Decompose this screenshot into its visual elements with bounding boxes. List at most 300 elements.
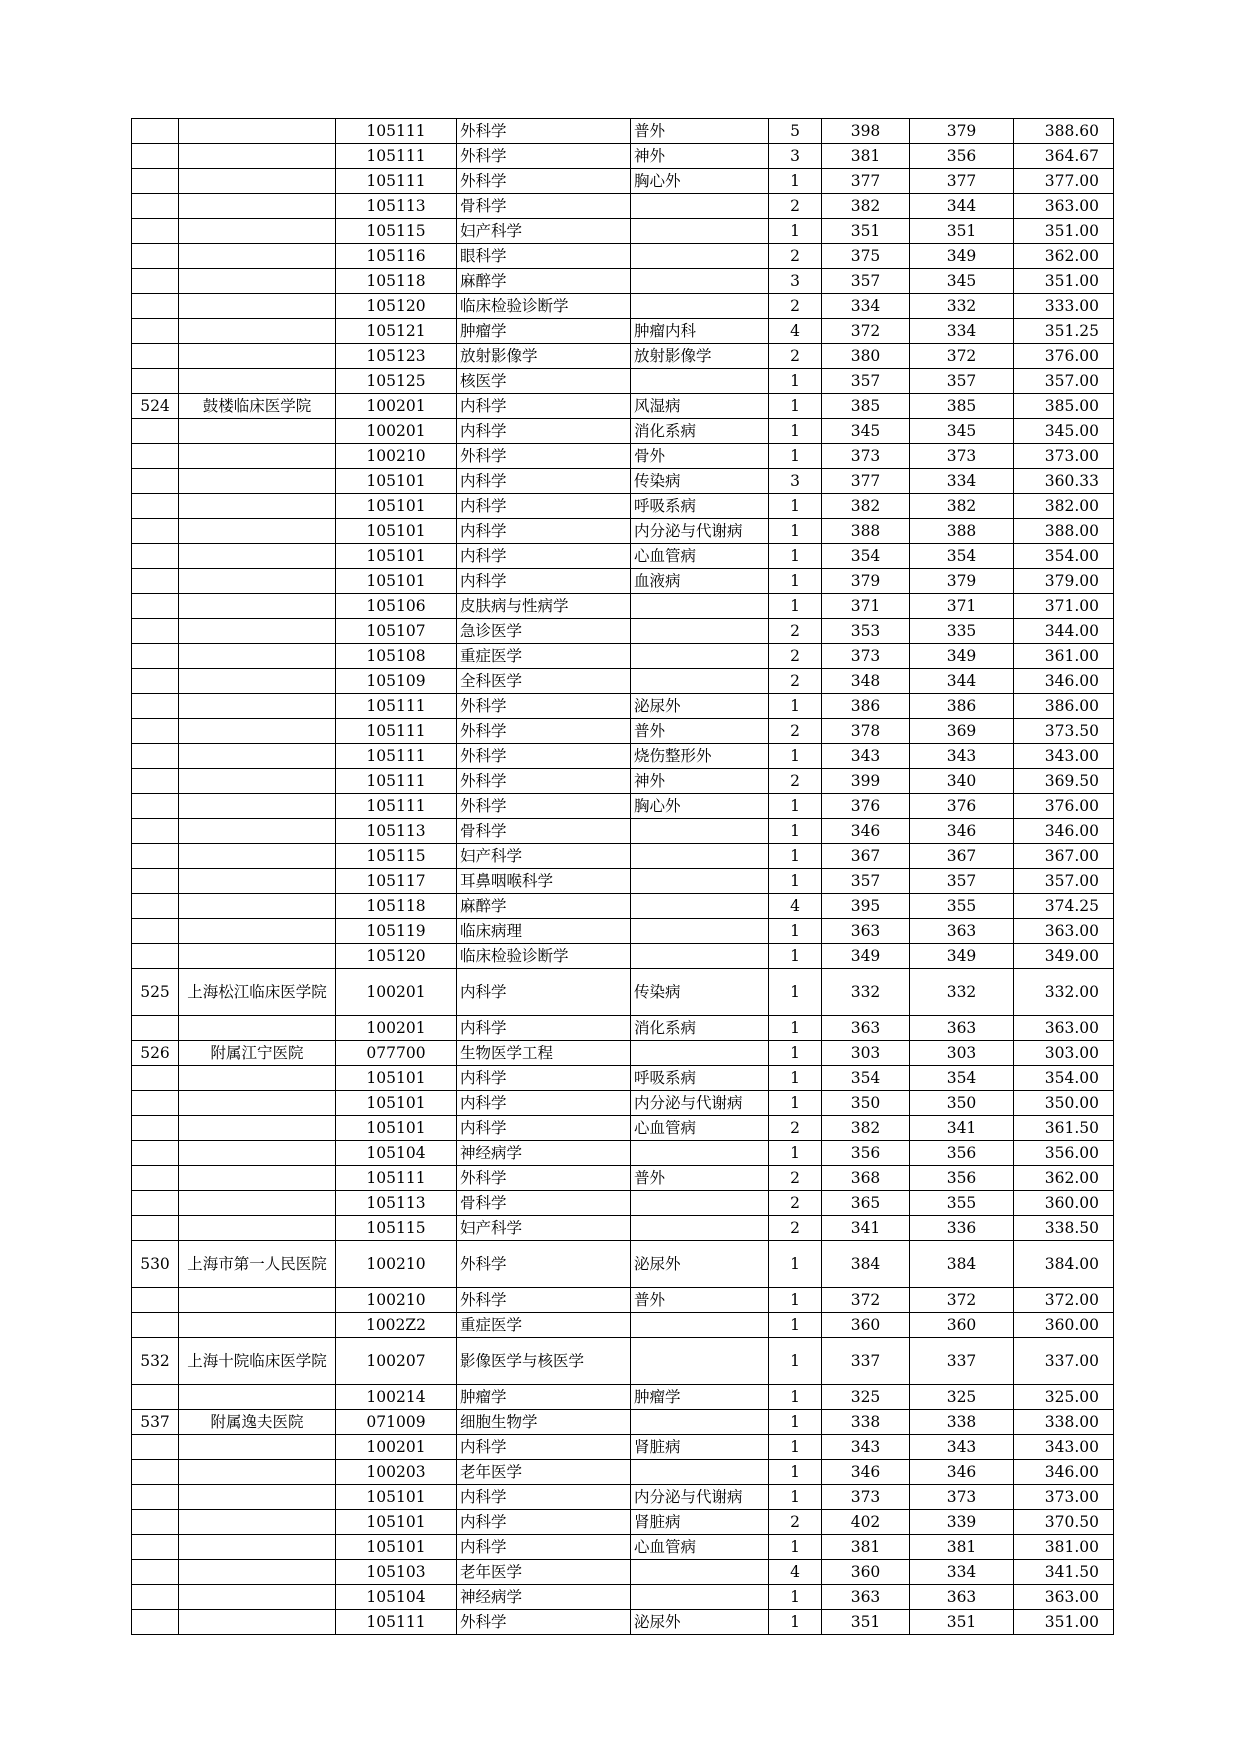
direction-cell: 泌尿外 xyxy=(631,694,769,719)
min-score-cell: 355 xyxy=(910,1191,1014,1216)
max-score-cell: 377 xyxy=(822,169,910,194)
count-cell: 1 xyxy=(769,694,822,719)
major-name-cell: 影像医学与核医学 xyxy=(457,1338,631,1385)
avg-score-cell: 338.50 xyxy=(1014,1216,1114,1241)
unit-name-cell xyxy=(179,119,336,144)
count-cell: 1 xyxy=(769,369,822,394)
avg-score-cell: 351.25 xyxy=(1014,319,1114,344)
major-code-cell: 105107 xyxy=(336,619,457,644)
unit-name-cell xyxy=(179,1141,336,1166)
max-score-cell: 345 xyxy=(822,419,910,444)
direction-cell xyxy=(631,869,769,894)
direction-cell: 放射影像学 xyxy=(631,344,769,369)
count-cell: 1 xyxy=(769,444,822,469)
major-name-cell: 神经病学 xyxy=(457,1585,631,1610)
max-score-cell: 376 xyxy=(822,794,910,819)
unit-code-cell xyxy=(132,1313,179,1338)
count-cell: 1 xyxy=(769,1485,822,1510)
avg-score-cell: 376.00 xyxy=(1014,794,1114,819)
major-name-cell: 外科学 xyxy=(457,719,631,744)
avg-score-cell: 363.00 xyxy=(1014,919,1114,944)
unit-code-cell xyxy=(132,1460,179,1485)
min-score-cell: 345 xyxy=(910,419,1014,444)
unit-name-cell xyxy=(179,1016,336,1041)
min-score-cell: 369 xyxy=(910,719,1014,744)
direction-cell: 传染病 xyxy=(631,469,769,494)
avg-score-cell: 386.00 xyxy=(1014,694,1114,719)
unit-code-cell xyxy=(132,619,179,644)
unit-code-cell: 530 xyxy=(132,1241,179,1288)
direction-cell: 心血管病 xyxy=(631,544,769,569)
max-score-cell: 382 xyxy=(822,1116,910,1141)
unit-name-cell xyxy=(179,1460,336,1485)
unit-code-cell xyxy=(132,1216,179,1241)
max-score-cell: 382 xyxy=(822,494,910,519)
avg-score-cell: 382.00 xyxy=(1014,494,1114,519)
max-score-cell: 353 xyxy=(822,619,910,644)
table-row xyxy=(132,619,1114,644)
major-code-cell: 105111 xyxy=(336,169,457,194)
avg-score-cell: 373.00 xyxy=(1014,1485,1114,1510)
unit-name-cell xyxy=(179,1510,336,1535)
major-code-cell: 105103 xyxy=(336,1560,457,1585)
major-code-cell: 105116 xyxy=(336,244,457,269)
direction-cell xyxy=(631,1141,769,1166)
unit-name-cell xyxy=(179,794,336,819)
major-name-cell: 外科学 xyxy=(457,1610,631,1635)
avg-score-cell: 303.00 xyxy=(1014,1041,1114,1066)
major-name-cell: 内科学 xyxy=(457,1535,631,1560)
avg-score-cell: 363.00 xyxy=(1014,1585,1114,1610)
direction-cell: 风湿病 xyxy=(631,394,769,419)
major-name-cell: 全科医学 xyxy=(457,669,631,694)
direction-cell: 肿瘤学 xyxy=(631,1385,769,1410)
avg-score-cell: 325.00 xyxy=(1014,1385,1114,1410)
min-score-cell: 349 xyxy=(910,244,1014,269)
major-name-cell: 重症医学 xyxy=(457,644,631,669)
table-body xyxy=(132,119,1114,1635)
major-name-cell: 麻醉学 xyxy=(457,894,631,919)
unit-name-cell xyxy=(179,644,336,669)
count-cell: 2 xyxy=(769,1216,822,1241)
unit-name-cell xyxy=(179,144,336,169)
min-score-cell: 332 xyxy=(910,969,1014,1016)
count-cell: 2 xyxy=(769,619,822,644)
unit-name-cell xyxy=(179,619,336,644)
max-score-cell: 382 xyxy=(822,194,910,219)
table-row xyxy=(132,1435,1114,1460)
unit-name-cell xyxy=(179,1216,336,1241)
min-score-cell: 355 xyxy=(910,894,1014,919)
direction-cell: 神外 xyxy=(631,144,769,169)
direction-cell: 泌尿外 xyxy=(631,1241,769,1288)
count-cell: 1 xyxy=(769,519,822,544)
major-code-cell: 100201 xyxy=(336,969,457,1016)
min-score-cell: 334 xyxy=(910,319,1014,344)
max-score-cell: 384 xyxy=(822,1241,910,1288)
avg-score-cell: 357.00 xyxy=(1014,369,1114,394)
table-row xyxy=(132,1535,1114,1560)
min-score-cell: 372 xyxy=(910,344,1014,369)
count-cell: 1 xyxy=(769,794,822,819)
table-row xyxy=(132,269,1114,294)
unit-code-cell xyxy=(132,594,179,619)
major-code-cell: 105101 xyxy=(336,544,457,569)
max-score-cell: 373 xyxy=(822,444,910,469)
count-cell: 1 xyxy=(769,869,822,894)
major-code-cell: 105113 xyxy=(336,1191,457,1216)
avg-score-cell: 376.00 xyxy=(1014,344,1114,369)
unit-name-cell: 上海市第一人民医院 xyxy=(179,1241,336,1288)
major-name-cell: 皮肤病与性病学 xyxy=(457,594,631,619)
avg-score-cell: 388.60 xyxy=(1014,119,1114,144)
unit-code-cell xyxy=(132,1385,179,1410)
admission-score-table xyxy=(131,118,1114,1635)
max-score-cell: 371 xyxy=(822,594,910,619)
unit-code-cell xyxy=(132,169,179,194)
max-score-cell: 388 xyxy=(822,519,910,544)
direction-cell xyxy=(631,944,769,969)
direction-cell: 胸心外 xyxy=(631,794,769,819)
table-row xyxy=(132,244,1114,269)
count-cell: 2 xyxy=(769,1510,822,1535)
max-score-cell: 334 xyxy=(822,294,910,319)
direction-cell: 泌尿外 xyxy=(631,1610,769,1635)
unit-code-cell xyxy=(132,1116,179,1141)
count-cell: 1 xyxy=(769,1460,822,1485)
avg-score-cell: 357.00 xyxy=(1014,869,1114,894)
unit-name-cell xyxy=(179,244,336,269)
major-name-cell: 老年医学 xyxy=(457,1560,631,1585)
unit-code-cell xyxy=(132,194,179,219)
max-score-cell: 348 xyxy=(822,669,910,694)
unit-code-cell xyxy=(132,1585,179,1610)
major-code-cell: 105119 xyxy=(336,919,457,944)
avg-score-cell: 360.00 xyxy=(1014,1313,1114,1338)
major-code-cell: 100203 xyxy=(336,1460,457,1485)
major-code-cell: 105101 xyxy=(336,519,457,544)
direction-cell xyxy=(631,1585,769,1610)
unit-code-cell xyxy=(132,1560,179,1585)
table-row xyxy=(132,1338,1114,1385)
min-score-cell: 371 xyxy=(910,594,1014,619)
direction-cell xyxy=(631,369,769,394)
max-score-cell: 357 xyxy=(822,369,910,394)
max-score-cell: 385 xyxy=(822,394,910,419)
unit-name-cell xyxy=(179,819,336,844)
major-name-cell: 放射影像学 xyxy=(457,344,631,369)
min-score-cell: 363 xyxy=(910,919,1014,944)
major-code-cell: 100201 xyxy=(336,394,457,419)
unit-name-cell xyxy=(179,419,336,444)
max-score-cell: 386 xyxy=(822,694,910,719)
min-score-cell: 377 xyxy=(910,169,1014,194)
avg-score-cell: 364.67 xyxy=(1014,144,1114,169)
table-row xyxy=(132,344,1114,369)
avg-score-cell: 354.00 xyxy=(1014,1066,1114,1091)
min-score-cell: 346 xyxy=(910,819,1014,844)
max-score-cell: 346 xyxy=(822,819,910,844)
direction-cell: 烧伤整形外 xyxy=(631,744,769,769)
direction-cell: 肾脏病 xyxy=(631,1510,769,1535)
max-score-cell: 341 xyxy=(822,1216,910,1241)
unit-name-cell xyxy=(179,1191,336,1216)
avg-score-cell: 346.00 xyxy=(1014,1460,1114,1485)
major-name-cell: 外科学 xyxy=(457,744,631,769)
min-score-cell: 338 xyxy=(910,1410,1014,1435)
count-cell: 1 xyxy=(769,569,822,594)
count-cell: 2 xyxy=(769,294,822,319)
unit-code-cell xyxy=(132,144,179,169)
table-row xyxy=(132,519,1114,544)
table-row xyxy=(132,669,1114,694)
unit-name-cell xyxy=(179,1560,336,1585)
count-cell: 2 xyxy=(769,1166,822,1191)
avg-score-cell: 362.00 xyxy=(1014,244,1114,269)
major-name-cell: 外科学 xyxy=(457,1288,631,1313)
table-row xyxy=(132,1191,1114,1216)
avg-score-cell: 346.00 xyxy=(1014,669,1114,694)
count-cell: 1 xyxy=(769,944,822,969)
min-score-cell: 356 xyxy=(910,1141,1014,1166)
min-score-cell: 360 xyxy=(910,1313,1014,1338)
count-cell: 1 xyxy=(769,844,822,869)
direction-cell xyxy=(631,194,769,219)
major-code-cell: 105118 xyxy=(336,894,457,919)
unit-name-cell xyxy=(179,869,336,894)
count-cell: 2 xyxy=(769,1191,822,1216)
count-cell: 4 xyxy=(769,894,822,919)
count-cell: 1 xyxy=(769,494,822,519)
unit-name-cell: 附属江宁医院 xyxy=(179,1041,336,1066)
unit-name-cell xyxy=(179,1435,336,1460)
avg-score-cell: 346.00 xyxy=(1014,819,1114,844)
major-name-cell: 重症医学 xyxy=(457,1313,631,1338)
major-code-cell: 105113 xyxy=(336,819,457,844)
max-score-cell: 380 xyxy=(822,344,910,369)
min-score-cell: 357 xyxy=(910,369,1014,394)
unit-name-cell xyxy=(179,444,336,469)
major-code-cell: 100210 xyxy=(336,444,457,469)
major-name-cell: 内科学 xyxy=(457,1510,631,1535)
major-name-cell: 内科学 xyxy=(457,394,631,419)
min-score-cell: 337 xyxy=(910,1338,1014,1385)
table-row xyxy=(132,1141,1114,1166)
unit-code-cell xyxy=(132,244,179,269)
avg-score-cell: 373.50 xyxy=(1014,719,1114,744)
count-cell: 2 xyxy=(769,244,822,269)
min-score-cell: 325 xyxy=(910,1385,1014,1410)
unit-name-cell xyxy=(179,594,336,619)
min-score-cell: 303 xyxy=(910,1041,1014,1066)
table-row xyxy=(132,144,1114,169)
unit-code-cell xyxy=(132,769,179,794)
unit-name-cell xyxy=(179,1066,336,1091)
avg-score-cell: 370.50 xyxy=(1014,1510,1114,1535)
count-cell: 4 xyxy=(769,319,822,344)
count-cell: 1 xyxy=(769,969,822,1016)
direction-cell xyxy=(631,594,769,619)
avg-score-cell: 379.00 xyxy=(1014,569,1114,594)
unit-code-cell xyxy=(132,319,179,344)
direction-cell xyxy=(631,244,769,269)
count-cell: 1 xyxy=(769,1016,822,1041)
avg-score-cell: 356.00 xyxy=(1014,1141,1114,1166)
direction-cell: 心血管病 xyxy=(631,1116,769,1141)
unit-name-cell xyxy=(179,319,336,344)
direction-cell: 内分泌与代谢病 xyxy=(631,519,769,544)
major-code-cell: 105104 xyxy=(336,1585,457,1610)
max-score-cell: 360 xyxy=(822,1560,910,1585)
min-score-cell: 373 xyxy=(910,1485,1014,1510)
table-row xyxy=(132,444,1114,469)
avg-score-cell: 374.25 xyxy=(1014,894,1114,919)
min-score-cell: 343 xyxy=(910,744,1014,769)
major-code-cell: 105101 xyxy=(336,1066,457,1091)
major-name-cell: 外科学 xyxy=(457,794,631,819)
major-code-cell: 105101 xyxy=(336,1535,457,1560)
avg-score-cell: 360.33 xyxy=(1014,469,1114,494)
direction-cell xyxy=(631,1338,769,1385)
avg-score-cell: 367.00 xyxy=(1014,844,1114,869)
unit-code-cell: 525 xyxy=(132,969,179,1016)
major-name-cell: 内科学 xyxy=(457,969,631,1016)
major-code-cell: 105115 xyxy=(336,219,457,244)
table-row xyxy=(132,419,1114,444)
major-code-cell: 1002Z2 xyxy=(336,1313,457,1338)
major-name-cell: 内科学 xyxy=(457,569,631,594)
table-row xyxy=(132,1560,1114,1585)
direction-cell xyxy=(631,844,769,869)
major-name-cell: 肿瘤学 xyxy=(457,1385,631,1410)
avg-score-cell: 351.00 xyxy=(1014,1610,1114,1635)
direction-cell xyxy=(631,269,769,294)
major-code-cell: 100201 xyxy=(336,1435,457,1460)
avg-score-cell: 354.00 xyxy=(1014,544,1114,569)
max-score-cell: 377 xyxy=(822,469,910,494)
major-name-cell: 骨科学 xyxy=(457,194,631,219)
unit-code-cell xyxy=(132,569,179,594)
max-score-cell: 303 xyxy=(822,1041,910,1066)
major-name-cell: 内科学 xyxy=(457,1091,631,1116)
table-row xyxy=(132,719,1114,744)
max-score-cell: 363 xyxy=(822,1016,910,1041)
direction-cell xyxy=(631,669,769,694)
major-code-cell: 077700 xyxy=(336,1041,457,1066)
major-code-cell: 105121 xyxy=(336,319,457,344)
unit-name-cell xyxy=(179,1385,336,1410)
direction-cell xyxy=(631,1313,769,1338)
unit-name-cell xyxy=(179,919,336,944)
avg-score-cell: 350.00 xyxy=(1014,1091,1114,1116)
direction-cell: 内分泌与代谢病 xyxy=(631,1091,769,1116)
avg-score-cell: 377.00 xyxy=(1014,169,1114,194)
count-cell: 2 xyxy=(769,719,822,744)
major-code-cell: 105101 xyxy=(336,1116,457,1141)
major-code-cell: 100210 xyxy=(336,1241,457,1288)
max-score-cell: 350 xyxy=(822,1091,910,1116)
unit-code-cell: 524 xyxy=(132,394,179,419)
table-row xyxy=(132,1241,1114,1288)
table-row xyxy=(132,1016,1114,1041)
direction-cell xyxy=(631,1560,769,1585)
major-code-cell: 105111 xyxy=(336,719,457,744)
max-score-cell: 402 xyxy=(822,1510,910,1535)
unit-name-cell xyxy=(179,569,336,594)
max-score-cell: 375 xyxy=(822,244,910,269)
count-cell: 1 xyxy=(769,819,822,844)
unit-code-cell xyxy=(132,519,179,544)
count-cell: 3 xyxy=(769,269,822,294)
max-score-cell: 381 xyxy=(822,144,910,169)
unit-code-cell xyxy=(132,919,179,944)
major-code-cell: 105111 xyxy=(336,144,457,169)
max-score-cell: 395 xyxy=(822,894,910,919)
table-row xyxy=(132,869,1114,894)
major-name-cell: 妇产科学 xyxy=(457,844,631,869)
max-score-cell: 351 xyxy=(822,219,910,244)
min-score-cell: 385 xyxy=(910,394,1014,419)
unit-name-cell xyxy=(179,1485,336,1510)
count-cell: 1 xyxy=(769,219,822,244)
major-code-cell: 100214 xyxy=(336,1385,457,1410)
count-cell: 2 xyxy=(769,1116,822,1141)
table-row xyxy=(132,794,1114,819)
major-name-cell: 内科学 xyxy=(457,1116,631,1141)
unit-code-cell xyxy=(132,1066,179,1091)
max-score-cell: 354 xyxy=(822,544,910,569)
max-score-cell: 372 xyxy=(822,1288,910,1313)
table-row xyxy=(132,494,1114,519)
min-score-cell: 363 xyxy=(910,1016,1014,1041)
unit-code-cell xyxy=(132,1091,179,1116)
max-score-cell: 367 xyxy=(822,844,910,869)
major-name-cell: 外科学 xyxy=(457,694,631,719)
table-row xyxy=(132,1460,1114,1485)
unit-name-cell xyxy=(179,194,336,219)
major-name-cell: 急诊医学 xyxy=(457,619,631,644)
avg-score-cell: 341.50 xyxy=(1014,1560,1114,1585)
min-score-cell: 354 xyxy=(910,544,1014,569)
table-row xyxy=(132,394,1114,419)
max-score-cell: 381 xyxy=(822,1535,910,1560)
unit-code-cell xyxy=(132,719,179,744)
max-score-cell: 349 xyxy=(822,944,910,969)
table-row xyxy=(132,844,1114,869)
unit-code-cell xyxy=(132,294,179,319)
unit-name-cell xyxy=(179,1585,336,1610)
unit-code-cell: 537 xyxy=(132,1410,179,1435)
unit-code-cell: 526 xyxy=(132,1041,179,1066)
min-score-cell: 340 xyxy=(910,769,1014,794)
count-cell: 1 xyxy=(769,744,822,769)
table-row xyxy=(132,944,1114,969)
table-row xyxy=(132,1510,1114,1535)
direction-cell: 神外 xyxy=(631,769,769,794)
count-cell: 4 xyxy=(769,1560,822,1585)
direction-cell xyxy=(631,1041,769,1066)
direction-cell xyxy=(631,1460,769,1485)
min-score-cell: 344 xyxy=(910,194,1014,219)
unit-name-cell xyxy=(179,744,336,769)
major-code-cell: 105101 xyxy=(336,569,457,594)
unit-code-cell: 532 xyxy=(132,1338,179,1385)
table-row xyxy=(132,919,1114,944)
avg-score-cell: 349.00 xyxy=(1014,944,1114,969)
major-code-cell: 105117 xyxy=(336,869,457,894)
min-score-cell: 351 xyxy=(910,219,1014,244)
unit-name-cell xyxy=(179,369,336,394)
